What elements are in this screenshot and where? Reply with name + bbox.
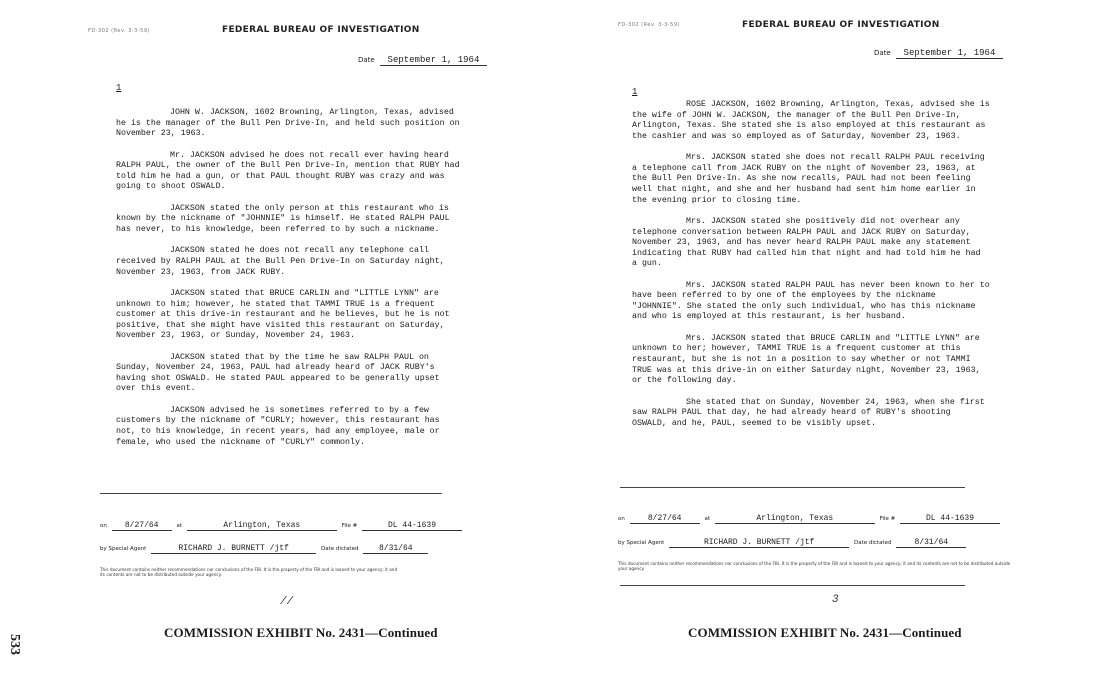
paragraph: JOHN W. JACKSON, 1602 Browning, Arlington, Texas, advised he is the manager of the Bull Pen Drive-In, and held such position on November 23, 1963. — [116, 108, 460, 139]
paragraph: JACKSON stated the only person at this restaurant who is known by the nickname of "JOHNNIE" is himself. He stated RALPH PAUL has never, to his knowledge, been referred to by such a nickname. — [116, 203, 450, 234]
file-number: DL 44-1639 — [900, 514, 1000, 524]
date-dictated: 8/31/64 — [896, 538, 966, 548]
date-label: Date — [358, 56, 375, 64]
report-date-row — [874, 48, 1003, 59]
interview-location: Arlington, Texas — [715, 514, 875, 524]
interview-line — [100, 521, 462, 531]
report-date: September 1, 1964 — [896, 48, 1004, 59]
form-number: FD-302 (Rev. 3-3-59) — [88, 28, 150, 34]
interview-location: Arlington, Texas — [187, 521, 337, 531]
at-label: at — [176, 523, 183, 529]
divider — [100, 493, 442, 494]
initials-mark: // — [280, 596, 294, 608]
file-label: File # — [879, 516, 896, 522]
paragraph: Mrs. JACKSON stated RALPH PAUL has never been known to her to have been referred to by one of the employees by the nickname "JOHNNIE". She stated the only such individual, who has this nickname and who is employed at this restaurant, is her husband. — [632, 280, 990, 322]
fbi-disclaimer: This document contains neither recommendations nor conclusions of the FBI. It is the property of the FBI and is loaned to your agency; it and its contents are not to be distributed outside your agency. — [618, 561, 1011, 572]
left-page — [0, 0, 530, 691]
form-number: FD-302 (Rev. 3-3-59) — [618, 22, 680, 28]
report-body — [632, 100, 990, 440]
initials-mark: 3 — [832, 594, 839, 606]
report-date: September 1, 1964 — [380, 55, 488, 66]
paragraph: Mrs. JACKSON stated she positively did not overhear any telephone conversation between RALPH PAUL and JACK RUBY on Saturday, November 23, 1963, and has never heard RALPH PAUL make any statement indicating that RUBY had called him that night and had told him he had a gun. — [632, 216, 981, 269]
paragraph: Mrs. JACKSON stated she does not recall RALPH PAUL receiving a telephone call from JACK RUBY on the night of November 23, 1963, at the Bull Pen Drive-In. As she now recalls, PAUL had not been feeling well that night, and she and her husband had sent him home earlier in the evening prior to closing time. — [632, 153, 985, 205]
page-number: 1 — [116, 83, 122, 93]
interview-date: 8/27/64 — [630, 514, 700, 524]
volume-page-number: 533 — [7, 634, 22, 655]
date-dictated: 8/31/64 — [363, 544, 428, 554]
right-page — [560, 0, 1090, 691]
divider — [620, 585, 965, 586]
dictated-label: Date dictated — [320, 546, 359, 552]
interview-date: 8/27/64 — [112, 521, 172, 531]
agent-line — [618, 538, 966, 548]
fbi-disclaimer: This document contains neither recommendations nor conclusions of the FBI. It is the property of the FBI and is loaned to your agency; it and its contents are not to be distributed outside your agency. — [100, 567, 398, 578]
date-label: Date — [874, 49, 891, 57]
on-label: on — [618, 516, 625, 522]
paragraph: JACKSON stated he does not recall any telephone call received by RALPH PAUL at the Bull Pen Drive-In on Saturday night, November 23, 1963, from JACK RUBY. — [116, 246, 445, 277]
agent-line — [100, 544, 428, 554]
paragraph: She stated that on Sunday, November 24, 1963, when she first saw RALPH PAUL that day, he had already heard of RUBY's shooting OSWALD, and he, PAUL, seemed to be visibly upset. — [632, 397, 985, 428]
file-number: DL 44-1639 — [362, 521, 462, 531]
on-label: on — [100, 523, 107, 529]
agent-name: RICHARD J. BURNETT /jtf — [669, 538, 849, 548]
report-date-row — [358, 55, 487, 66]
by-agent-label: by Special Agent — [618, 540, 665, 546]
paragraph: JACKSON advised he is sometimes referred to by a few customers by the nickname of "CURLY; however, this restaurant has not, to his knowledge, in recent years, had any employee, male or female, who used the nickname of "CURLY" commonly. — [116, 405, 440, 447]
page-number: 1 — [632, 87, 638, 97]
report-body — [116, 108, 461, 459]
paragraph: Mr. JACKSON advised he does not recall ever having heard RALPH PAUL, the owner of the Bull Pen Drive-In, mention that RUBY had told him he had a gun, or that PAUL thought RUBY was crazy and was going to shoot OSWALD. — [116, 150, 460, 192]
paragraph: ROSE JACKSON, 1602 Browning, Arlington, Texas, advised she is the wife of JOHN W. JACKSON, the manager of the Bull Pen Drive-In, Arlington, Texas. She stated she is also employed at this restaurant as the cashier and was so employed as of Saturday, November 23, 1963. — [632, 100, 990, 141]
agent-name: RICHARD J. BURNETT /jtf — [151, 544, 316, 554]
paragraph: JACKSON stated that by the time he saw RALPH PAUL on Sunday, November 24, 1963, PAUL had already heard of JACK RUBY's having shot OSWALD. He stated PAUL appeared to be generally upset over this event. — [116, 352, 440, 394]
agency-header: FEDERAL BUREAU OF INVESTIGATION — [742, 20, 940, 30]
divider — [620, 487, 965, 488]
interview-line — [618, 514, 1000, 524]
paragraph: Mrs. JACKSON stated that BRUCE CARLIN and "LITTLE LYNN" are unknown to her; however, TAMMI TRUE is a frequent customer at this restaurant, but she is not in a position to say whether or not TAMMI TRUE was at this drive-in on either Saturday night, November 23, 1963, or the following day. — [632, 333, 981, 386]
at-label: at — [704, 516, 711, 522]
dictated-label: Date dictated — [853, 540, 892, 546]
agency-header: FEDERAL BUREAU OF INVESTIGATION — [222, 25, 420, 35]
by-agent-label: by Special Agent — [100, 546, 147, 552]
exhibit-caption: COMMISSION EXHIBIT No. 2431—Continued — [164, 625, 438, 640]
file-label: File # — [341, 523, 358, 529]
exhibit-caption: COMMISSION EXHIBIT No. 2431—Continued — [688, 625, 962, 640]
paragraph: JACKSON stated that BRUCE CARLIN and "LITTLE LYNN" are unknown to him; however, he stated that TAMMI TRUE is a frequent customer at this drive-in restaurant and he believes, but he is not positive, that she might have visited this restaurant on Saturday, November 23, 1963, or Sunday, November 24, 1963. — [116, 288, 450, 341]
